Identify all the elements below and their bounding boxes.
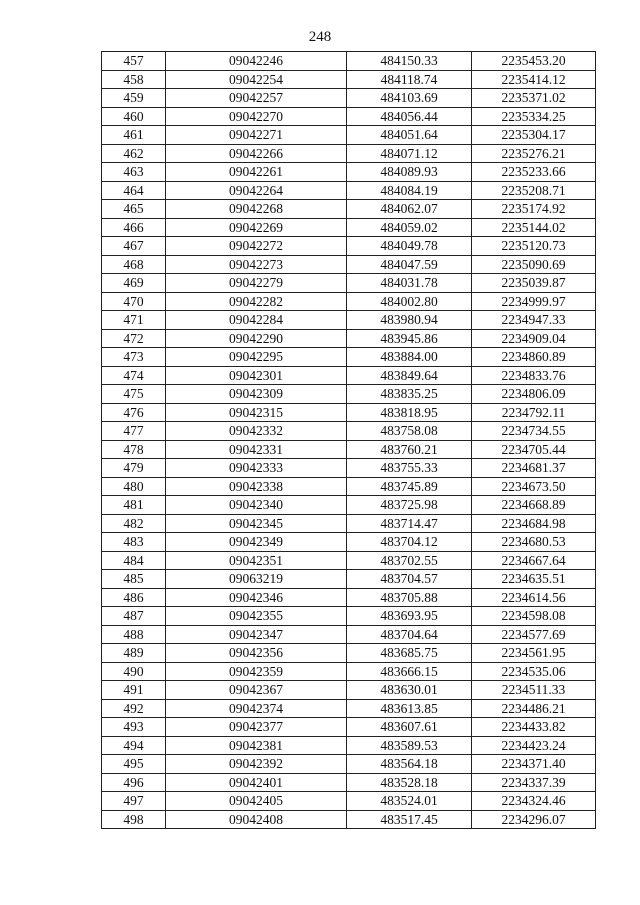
table-row — [102, 218, 596, 237]
x-coordinate-cell: 483704.64 — [347, 625, 472, 644]
y-coordinate-cell: 2235276.21 — [472, 144, 596, 163]
x-coordinate-cell: 483607.61 — [347, 718, 472, 737]
point-id-cell: 09042264 — [166, 181, 347, 200]
row-index-cell: 477 — [102, 422, 166, 441]
point-id-cell: 09042266 — [166, 144, 347, 163]
y-coordinate-cell: 2235144.02 — [472, 218, 596, 237]
x-coordinate-cell: 483589.53 — [347, 736, 472, 755]
row-index-cell: 471 — [102, 311, 166, 330]
y-coordinate-cell: 2235371.02 — [472, 89, 596, 108]
point-id-cell: 09042340 — [166, 496, 347, 515]
y-coordinate-cell: 2234371.40 — [472, 755, 596, 774]
x-coordinate-cell: 484031.78 — [347, 274, 472, 293]
table-row — [102, 718, 596, 737]
y-coordinate-cell: 2234635.51 — [472, 570, 596, 589]
table-row — [102, 292, 596, 311]
table-row — [102, 810, 596, 829]
point-id-cell: 09042356 — [166, 644, 347, 663]
table-row — [102, 255, 596, 274]
x-coordinate-cell: 483666.15 — [347, 662, 472, 681]
x-coordinate-cell: 483705.88 — [347, 588, 472, 607]
y-coordinate-cell: 2234999.97 — [472, 292, 596, 311]
table-row — [102, 163, 596, 182]
table-row — [102, 773, 596, 792]
x-coordinate-cell: 484056.44 — [347, 107, 472, 126]
point-id-cell: 09042349 — [166, 533, 347, 552]
table-row — [102, 329, 596, 348]
table-row — [102, 89, 596, 108]
point-id-cell: 09042295 — [166, 348, 347, 367]
x-coordinate-cell: 483693.95 — [347, 607, 472, 626]
row-index-cell: 485 — [102, 570, 166, 589]
x-coordinate-cell: 483745.89 — [347, 477, 472, 496]
point-id-cell: 09042345 — [166, 514, 347, 533]
y-coordinate-cell: 2235233.66 — [472, 163, 596, 182]
row-index-cell: 469 — [102, 274, 166, 293]
row-index-cell: 480 — [102, 477, 166, 496]
table-row — [102, 107, 596, 126]
x-coordinate-cell: 483714.47 — [347, 514, 472, 533]
row-index-cell: 475 — [102, 385, 166, 404]
y-coordinate-cell: 2235120.73 — [472, 237, 596, 256]
y-coordinate-cell: 2235334.25 — [472, 107, 596, 126]
row-index-cell: 494 — [102, 736, 166, 755]
table-row — [102, 662, 596, 681]
x-coordinate-cell: 483725.98 — [347, 496, 472, 515]
y-coordinate-cell: 2234423.24 — [472, 736, 596, 755]
table-row — [102, 755, 596, 774]
y-coordinate-cell: 2235039.87 — [472, 274, 596, 293]
row-index-cell: 492 — [102, 699, 166, 718]
x-coordinate-cell: 483564.18 — [347, 755, 472, 774]
x-coordinate-cell: 484062.07 — [347, 200, 472, 219]
point-id-cell: 09042273 — [166, 255, 347, 274]
y-coordinate-cell: 2234667.64 — [472, 551, 596, 570]
row-index-cell: 483 — [102, 533, 166, 552]
point-id-cell: 09042332 — [166, 422, 347, 441]
point-id-cell: 09042301 — [166, 366, 347, 385]
table-row — [102, 237, 596, 256]
row-index-cell: 495 — [102, 755, 166, 774]
point-id-cell: 09042346 — [166, 588, 347, 607]
table-row — [102, 625, 596, 644]
table-row — [102, 52, 596, 71]
y-coordinate-cell: 2234792.11 — [472, 403, 596, 422]
row-index-cell: 458 — [102, 70, 166, 89]
table-row — [102, 681, 596, 700]
x-coordinate-cell: 484118.74 — [347, 70, 472, 89]
x-coordinate-cell: 484051.64 — [347, 126, 472, 145]
y-coordinate-cell: 2234947.33 — [472, 311, 596, 330]
y-coordinate-cell: 2234705.44 — [472, 440, 596, 459]
row-index-cell: 491 — [102, 681, 166, 700]
table-row — [102, 699, 596, 718]
row-index-cell: 457 — [102, 52, 166, 71]
point-id-cell: 09042282 — [166, 292, 347, 311]
table-row — [102, 588, 596, 607]
x-coordinate-cell: 483517.45 — [347, 810, 472, 829]
point-id-cell: 09042359 — [166, 662, 347, 681]
row-index-cell: 464 — [102, 181, 166, 200]
point-id-cell: 09042261 — [166, 163, 347, 182]
point-id-cell: 09042392 — [166, 755, 347, 774]
point-id-cell: 09042290 — [166, 329, 347, 348]
row-index-cell: 487 — [102, 607, 166, 626]
y-coordinate-cell: 2234511.33 — [472, 681, 596, 700]
x-coordinate-cell: 484089.93 — [347, 163, 472, 182]
x-coordinate-cell: 484103.69 — [347, 89, 472, 108]
row-index-cell: 486 — [102, 588, 166, 607]
x-coordinate-cell: 483818.95 — [347, 403, 472, 422]
y-coordinate-cell: 2234577.69 — [472, 625, 596, 644]
table-row — [102, 311, 596, 330]
row-index-cell: 459 — [102, 89, 166, 108]
point-id-cell: 09042246 — [166, 52, 347, 71]
y-coordinate-cell: 2234909.04 — [472, 329, 596, 348]
x-coordinate-cell: 483685.75 — [347, 644, 472, 663]
x-coordinate-cell: 483704.57 — [347, 570, 472, 589]
table-row — [102, 200, 596, 219]
point-id-cell: 09042284 — [166, 311, 347, 330]
point-id-cell: 09063219 — [166, 570, 347, 589]
x-coordinate-cell: 483613.85 — [347, 699, 472, 718]
table-row — [102, 644, 596, 663]
y-coordinate-cell: 2235304.17 — [472, 126, 596, 145]
row-index-cell: 467 — [102, 237, 166, 256]
y-coordinate-cell: 2234614.56 — [472, 588, 596, 607]
row-index-cell: 461 — [102, 126, 166, 145]
point-id-cell: 09042279 — [166, 274, 347, 293]
point-id-cell: 09042331 — [166, 440, 347, 459]
row-index-cell: 460 — [102, 107, 166, 126]
point-id-cell: 09042401 — [166, 773, 347, 792]
row-index-cell: 479 — [102, 459, 166, 478]
x-coordinate-cell: 484047.59 — [347, 255, 472, 274]
x-coordinate-cell: 483702.55 — [347, 551, 472, 570]
row-index-cell: 488 — [102, 625, 166, 644]
row-index-cell: 472 — [102, 329, 166, 348]
table-row — [102, 736, 596, 755]
x-coordinate-cell: 484084.19 — [347, 181, 472, 200]
y-coordinate-cell: 2235453.20 — [472, 52, 596, 71]
table-row — [102, 551, 596, 570]
table-row — [102, 792, 596, 811]
table-body — [102, 52, 596, 829]
table-row — [102, 366, 596, 385]
point-id-cell: 09042338 — [166, 477, 347, 496]
point-id-cell: 09042377 — [166, 718, 347, 737]
x-coordinate-cell: 483758.08 — [347, 422, 472, 441]
x-coordinate-cell: 483524.01 — [347, 792, 472, 811]
y-coordinate-cell: 2234681.37 — [472, 459, 596, 478]
point-id-cell: 09042405 — [166, 792, 347, 811]
row-index-cell: 490 — [102, 662, 166, 681]
table-row — [102, 477, 596, 496]
table-row — [102, 126, 596, 145]
x-coordinate-cell: 483980.94 — [347, 311, 472, 330]
row-index-cell: 468 — [102, 255, 166, 274]
x-coordinate-cell: 484049.78 — [347, 237, 472, 256]
row-index-cell: 489 — [102, 644, 166, 663]
point-id-cell: 09042254 — [166, 70, 347, 89]
table-row — [102, 385, 596, 404]
table-row — [102, 570, 596, 589]
x-coordinate-cell: 483630.01 — [347, 681, 472, 700]
point-id-cell: 09042270 — [166, 107, 347, 126]
row-index-cell: 478 — [102, 440, 166, 459]
y-coordinate-cell: 2234734.55 — [472, 422, 596, 441]
y-coordinate-cell: 2234433.82 — [472, 718, 596, 737]
row-index-cell: 481 — [102, 496, 166, 515]
point-id-cell: 09042271 — [166, 126, 347, 145]
point-id-cell: 09042333 — [166, 459, 347, 478]
x-coordinate-cell: 484150.33 — [347, 52, 472, 71]
y-coordinate-cell: 2235208.71 — [472, 181, 596, 200]
row-index-cell: 484 — [102, 551, 166, 570]
table-row — [102, 403, 596, 422]
y-coordinate-cell: 2234860.89 — [472, 348, 596, 367]
y-coordinate-cell: 2234561.95 — [472, 644, 596, 663]
table-row — [102, 274, 596, 293]
point-id-cell: 09042309 — [166, 385, 347, 404]
table-row — [102, 440, 596, 459]
point-id-cell: 09042269 — [166, 218, 347, 237]
point-id-cell: 09042374 — [166, 699, 347, 718]
table-row — [102, 607, 596, 626]
row-index-cell: 497 — [102, 792, 166, 811]
coordinates-table — [101, 51, 596, 829]
table-row — [102, 181, 596, 200]
x-coordinate-cell: 484059.02 — [347, 218, 472, 237]
point-id-cell: 09042381 — [166, 736, 347, 755]
point-id-cell: 09042268 — [166, 200, 347, 219]
y-coordinate-cell: 2234680.53 — [472, 533, 596, 552]
table-row — [102, 70, 596, 89]
row-index-cell: 463 — [102, 163, 166, 182]
x-coordinate-cell: 483755.33 — [347, 459, 472, 478]
row-index-cell: 498 — [102, 810, 166, 829]
row-index-cell: 466 — [102, 218, 166, 237]
row-index-cell: 496 — [102, 773, 166, 792]
row-index-cell: 473 — [102, 348, 166, 367]
y-coordinate-cell: 2234324.46 — [472, 792, 596, 811]
y-coordinate-cell: 2234668.89 — [472, 496, 596, 515]
point-id-cell: 09042351 — [166, 551, 347, 570]
x-coordinate-cell: 483704.12 — [347, 533, 472, 552]
point-id-cell: 09042408 — [166, 810, 347, 829]
y-coordinate-cell: 2234296.07 — [472, 810, 596, 829]
point-id-cell: 09042272 — [166, 237, 347, 256]
x-coordinate-cell: 483849.64 — [347, 366, 472, 385]
point-id-cell: 09042367 — [166, 681, 347, 700]
table-row — [102, 144, 596, 163]
y-coordinate-cell: 2234684.98 — [472, 514, 596, 533]
row-index-cell: 465 — [102, 200, 166, 219]
point-id-cell: 09042355 — [166, 607, 347, 626]
y-coordinate-cell: 2235090.69 — [472, 255, 596, 274]
y-coordinate-cell: 2234673.50 — [472, 477, 596, 496]
table-row — [102, 533, 596, 552]
x-coordinate-cell: 483884.00 — [347, 348, 472, 367]
y-coordinate-cell: 2234486.21 — [472, 699, 596, 718]
table-row — [102, 496, 596, 515]
x-coordinate-cell: 483835.25 — [347, 385, 472, 404]
x-coordinate-cell: 483528.18 — [347, 773, 472, 792]
point-id-cell: 09042257 — [166, 89, 347, 108]
y-coordinate-cell: 2234833.76 — [472, 366, 596, 385]
x-coordinate-cell: 484002.80 — [347, 292, 472, 311]
row-index-cell: 476 — [102, 403, 166, 422]
table-row — [102, 459, 596, 478]
x-coordinate-cell: 483760.21 — [347, 440, 472, 459]
page-number: 248 — [308, 29, 332, 45]
y-coordinate-cell: 2235414.12 — [472, 70, 596, 89]
row-index-cell: 493 — [102, 718, 166, 737]
row-index-cell: 482 — [102, 514, 166, 533]
point-id-cell: 09042347 — [166, 625, 347, 644]
row-index-cell: 474 — [102, 366, 166, 385]
row-index-cell: 462 — [102, 144, 166, 163]
point-id-cell: 09042315 — [166, 403, 347, 422]
y-coordinate-cell: 2234598.08 — [472, 607, 596, 626]
y-coordinate-cell: 2234337.39 — [472, 773, 596, 792]
table-row — [102, 348, 596, 367]
y-coordinate-cell: 2234806.09 — [472, 385, 596, 404]
table-row — [102, 514, 596, 533]
y-coordinate-cell: 2235174.92 — [472, 200, 596, 219]
y-coordinate-cell: 2234535.06 — [472, 662, 596, 681]
x-coordinate-cell: 483945.86 — [347, 329, 472, 348]
row-index-cell: 470 — [102, 292, 166, 311]
x-coordinate-cell: 484071.12 — [347, 144, 472, 163]
table-row — [102, 422, 596, 441]
